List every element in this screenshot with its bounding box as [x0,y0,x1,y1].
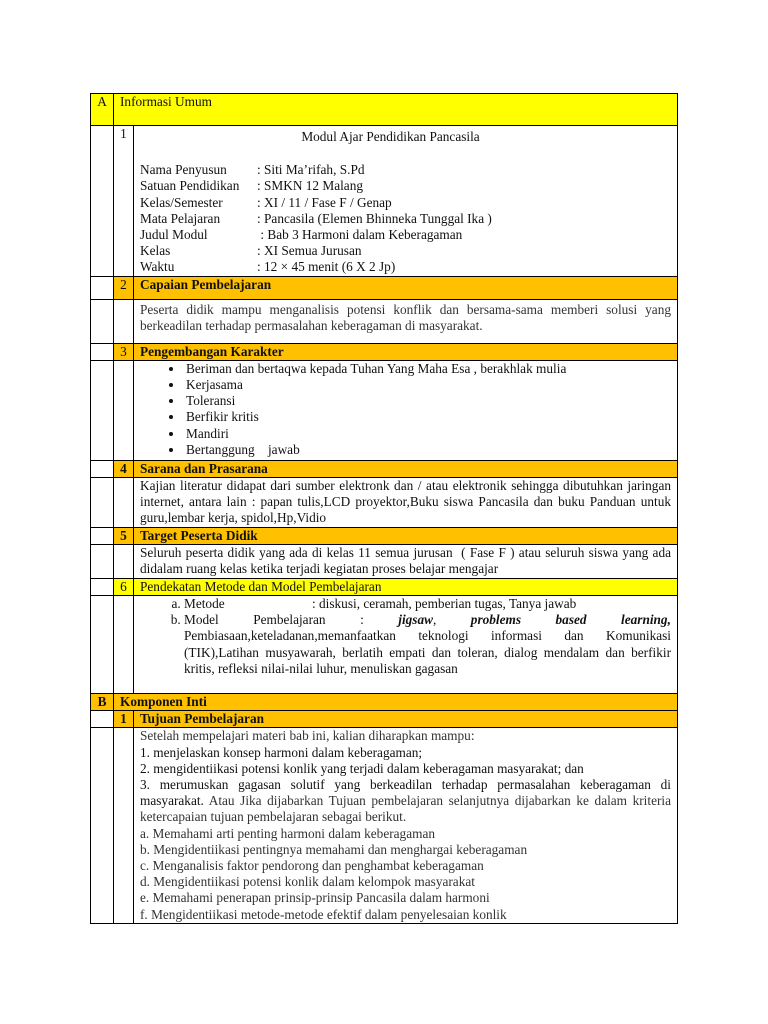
sarana-header-row [91,460,678,477]
kriteria-item: f. Mengidentiikasi metode-metode efektif dalam penyelesaian konlik [140,906,507,922]
empty-cell [91,596,114,694]
empty-cell [91,578,114,595]
tujuan-item-3 [140,777,671,826]
list-item: • Berfikir kritis [184,409,671,425]
metode-value: : diskusi, ceramah, pemberian tugas, Tanya jawab [312,596,577,612]
empty-cell [114,544,134,578]
model-rest: Pembiasaan,keteladanan,memanfaatkan teknologi informasi dan Komunikasi (TIK),Latihan musyawarah, berlatih empati dan toleran, dialog mendalam dan berfikir kritis, refleksi nilai-nilai luhur, menuliskan gagasan [184,628,671,676]
row-number: 4 [114,460,134,477]
model-learning: learning, [621,612,671,628]
section-letter: A [91,94,114,126]
field-row [140,259,671,275]
model-line [184,612,671,628]
method-list [140,596,671,677]
empty-cell [114,299,134,343]
karakter-content-row [91,360,678,460]
empty-cell [91,544,114,578]
empty-cell [91,276,114,299]
empty-cell [114,360,134,460]
karakter-list-cell [134,360,678,460]
pendekatan-cell [134,596,678,694]
section-b-row [91,694,678,711]
field-label: Mata Pelajaran [140,210,221,226]
field-value: : Siti Ma’rifah, S.Pd [257,162,365,178]
field-value: : Bab 3 Harmoni dalam Keberagaman [257,227,463,243]
empty-cell [91,711,114,728]
list-item [184,596,671,612]
tujuan-header-row [91,711,678,728]
kriteria-item: e. Memahami penerapan prinsip-prinsip Pancasila dalam harmoni [140,890,490,906]
model-colon: : [360,612,364,628]
pendekatan-content-row [91,596,678,694]
empty-cell [91,343,114,360]
field-row [140,243,671,259]
model-word: Pembelajaran [253,612,326,628]
field-value: : Pancasila (Elemen Bhinneka Tunggal Ika ) [257,210,492,226]
module-title: Modul Ajar Pendidikan Pancasila [301,129,480,144]
module-info-row [91,126,678,277]
capaian-text: Peserta didik mampu menganalisis potensi konflik dan bersama-sama memberi solusi yang berkeadilan terhadap permasalahan keberagaman di masyarakat. [134,299,678,343]
field-value: : XI / 11 / Fase F / Genap [257,194,392,210]
module-info-cell [134,126,678,277]
empty-cell [91,460,114,477]
list-item: • Kerjasama [184,377,671,393]
row-number: 2 [114,276,134,299]
field-value: : 12 × 45 menit (6 X 2 Jp) [257,259,396,275]
model-jigsaw: jigsaw [398,612,433,628]
model-comma: , [432,612,437,628]
empty-cell [91,126,114,277]
sarana-content-row [91,478,678,528]
karakter-list [140,361,671,458]
row-number: 5 [114,527,134,544]
capaian-header-row [91,276,678,299]
tujuan-item: 1. menjelaskan konsep harmoni dalam keberagaman; [140,744,423,760]
empty-cell [91,728,114,924]
metode-label: a. Metode [184,596,225,612]
metode-line [184,596,671,612]
capaian-content-row [91,299,678,343]
row-title: Tujuan Pembelajaran [134,711,678,728]
row-number: 3 [114,343,134,360]
row-title: Pengembangan Karakter [134,343,678,360]
row-title: Sarana dan Prasarana [134,460,678,477]
kriteria-item: d. Mengidentiikasi potensi konlik dalam kelompok masyarakat [140,874,475,890]
tujuan-intro: Setelah mempelajari materi bab ini, kalian diharapkan mampu: [140,728,475,744]
list-item: • Toleransi [184,393,671,409]
field-row [140,162,671,178]
field-row [140,227,671,243]
section-title: Informasi Umum [114,94,678,126]
field-row [140,195,671,211]
row-number: 1 [114,126,134,277]
kriteria-item: a. Memahami arti penting harmoni dalam keberagaman [140,825,436,841]
section-a-row [91,94,678,126]
empty-cell [114,728,134,924]
row-number: 6 [114,578,134,595]
field-value: : SMKN 12 Malang [257,178,364,194]
tujuan-note: Atau Jika dijabarkan Tujuan pembelajaran selanjutnya dijabarkan ke dalam kriteria ketercapaian tujuan pembelajaran sebagai berikut. [140,793,671,825]
empty-cell [91,527,114,544]
section-title: Komponen Inti [114,694,678,711]
field-label: Kelas [140,243,171,259]
row-title: Capaian Pembelajaran [134,276,678,299]
section-letter: B [91,694,114,711]
list-item: • Beriman dan bertaqwa kepada Tuhan Yang Maha Esa , berakhlak mulia [184,361,671,377]
field-label: Nama Penyusun [140,162,227,178]
list-item: • Mandiri [184,426,671,442]
field-row [140,211,671,227]
sarana-text: Kajian literatur didapat dari sumber elektronk dan / atau elektronik sehingga dibutuhkan jaringan internet, antara lain : papan tulis,LCD proyektor,Buku siswa Pancasila dan buku Panduan untuk guru,lembar kerja, spidol,Hp,Vidio [134,478,678,528]
field-label: Waktu [140,259,175,275]
tujuan-content-row [91,728,678,924]
pendekatan-header-row [91,578,678,595]
target-text: Seluruh peserta didik yang ada di kelas 11 semua jurusan ( Fase F ) atau seluruh siswa yang ada didalam ruang kelas ketika terjadi kegiatan proses belajar mengajar [134,544,678,578]
list-item: • Bertanggung jawab [184,442,671,458]
empty-cell [91,478,114,528]
karakter-header-row [91,343,678,360]
target-header-row [91,527,678,544]
module-table [90,93,678,924]
empty-cell [91,360,114,460]
empty-cell [91,299,114,343]
row-title: Pendekatan Metode dan Model Pembelajaran [134,578,678,595]
kriteria-item: b. Mengidentiikasi pentingnya memahami dan menghargai keberagaman [140,841,528,857]
field-label: Judul Modul [140,227,208,243]
target-content-row [91,544,678,578]
field-label: Kelas/Semester [140,194,223,210]
tujuan-cell [134,728,678,924]
list-item [184,612,671,677]
model-label: b. Model [184,612,219,628]
field-row [140,178,671,194]
row-title: Target Peserta Didik [134,527,678,544]
empty-cell [114,478,134,528]
field-label: Satuan Pendidikan [140,178,240,194]
row-number: 1 [114,711,134,728]
kriteria-item: c. Menganalisis faktor pendorong dan penghambat keberagaman [140,858,484,874]
tujuan-item: 3. merumuskan gagasan solutif yang berkeadilan terhadap permasalahan keberagaman di masyarakat. [140,777,671,809]
tujuan-item: 2. mengidentiikasi potensi konlik yang terjadi dalam keberagaman masyarakat; dan [140,760,584,776]
model-based: based [555,612,587,628]
empty-cell [114,596,134,694]
field-value: : XI Semua Jurusan [257,243,362,259]
model-problems: problems [470,612,522,628]
